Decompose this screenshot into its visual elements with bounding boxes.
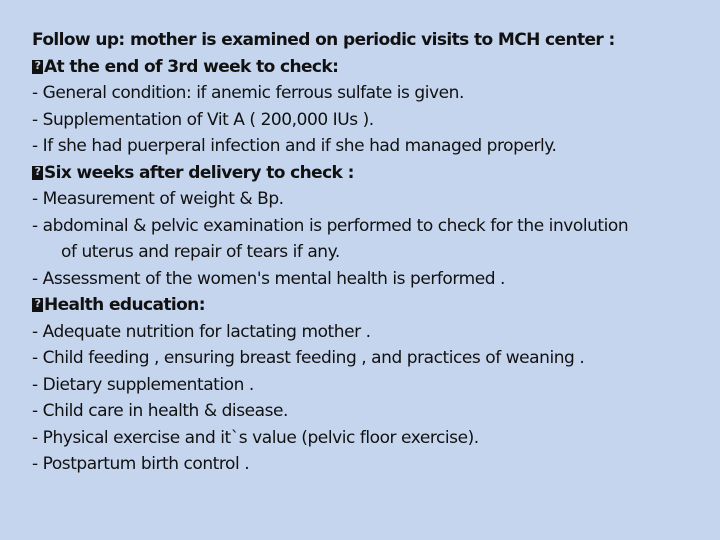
list-item: - Physical exercise and it`s value (pelvic floor exercise). xyxy=(32,427,479,448)
list-item: - Child care in health & disease. xyxy=(32,401,288,421)
list-item: - General condition: if anemic ferrous sulfate is given. xyxy=(32,83,464,103)
list-item-continuation: of uterus and repair of tears if any. xyxy=(61,242,340,262)
list-item: - Postpartum birth control . xyxy=(32,454,250,474)
missing-glyph-icon xyxy=(32,298,43,312)
slide-content xyxy=(32,27,712,478)
list-item: - Dietary supplementation . xyxy=(32,374,254,395)
list-item: - Supplementation of Vit A ( 200,000 IUs ). xyxy=(32,109,374,130)
list-item: - Child feeding , ensuring breast feeding , and practices of weaning . xyxy=(32,348,585,368)
section-heading-health-education xyxy=(32,292,712,319)
list-item: - Assessment of the women's mental health is performed . xyxy=(32,268,505,289)
slide-title: Follow up: mother is examined on periodic visits to MCH center : xyxy=(32,30,615,50)
section-heading-label: At the end of 3rd week to check: xyxy=(44,56,339,77)
section-heading-six-weeks xyxy=(32,160,712,187)
list-item: - Measurement of weight & Bp. xyxy=(32,189,284,209)
section-heading-label: Six weeks after delivery to check : xyxy=(44,162,354,183)
section-heading-3rd-week xyxy=(32,54,712,81)
list-item: - abdominal & pelvic examination is performed to check for the involution xyxy=(32,215,629,236)
section-heading-label: Health education: xyxy=(44,295,205,315)
missing-glyph-icon xyxy=(32,60,43,74)
list-item: - Adequate nutrition for lactating mother . xyxy=(32,321,371,342)
list-item: - If she had puerperal infection and if she had managed properly. xyxy=(32,136,557,156)
missing-glyph-icon xyxy=(32,166,43,180)
